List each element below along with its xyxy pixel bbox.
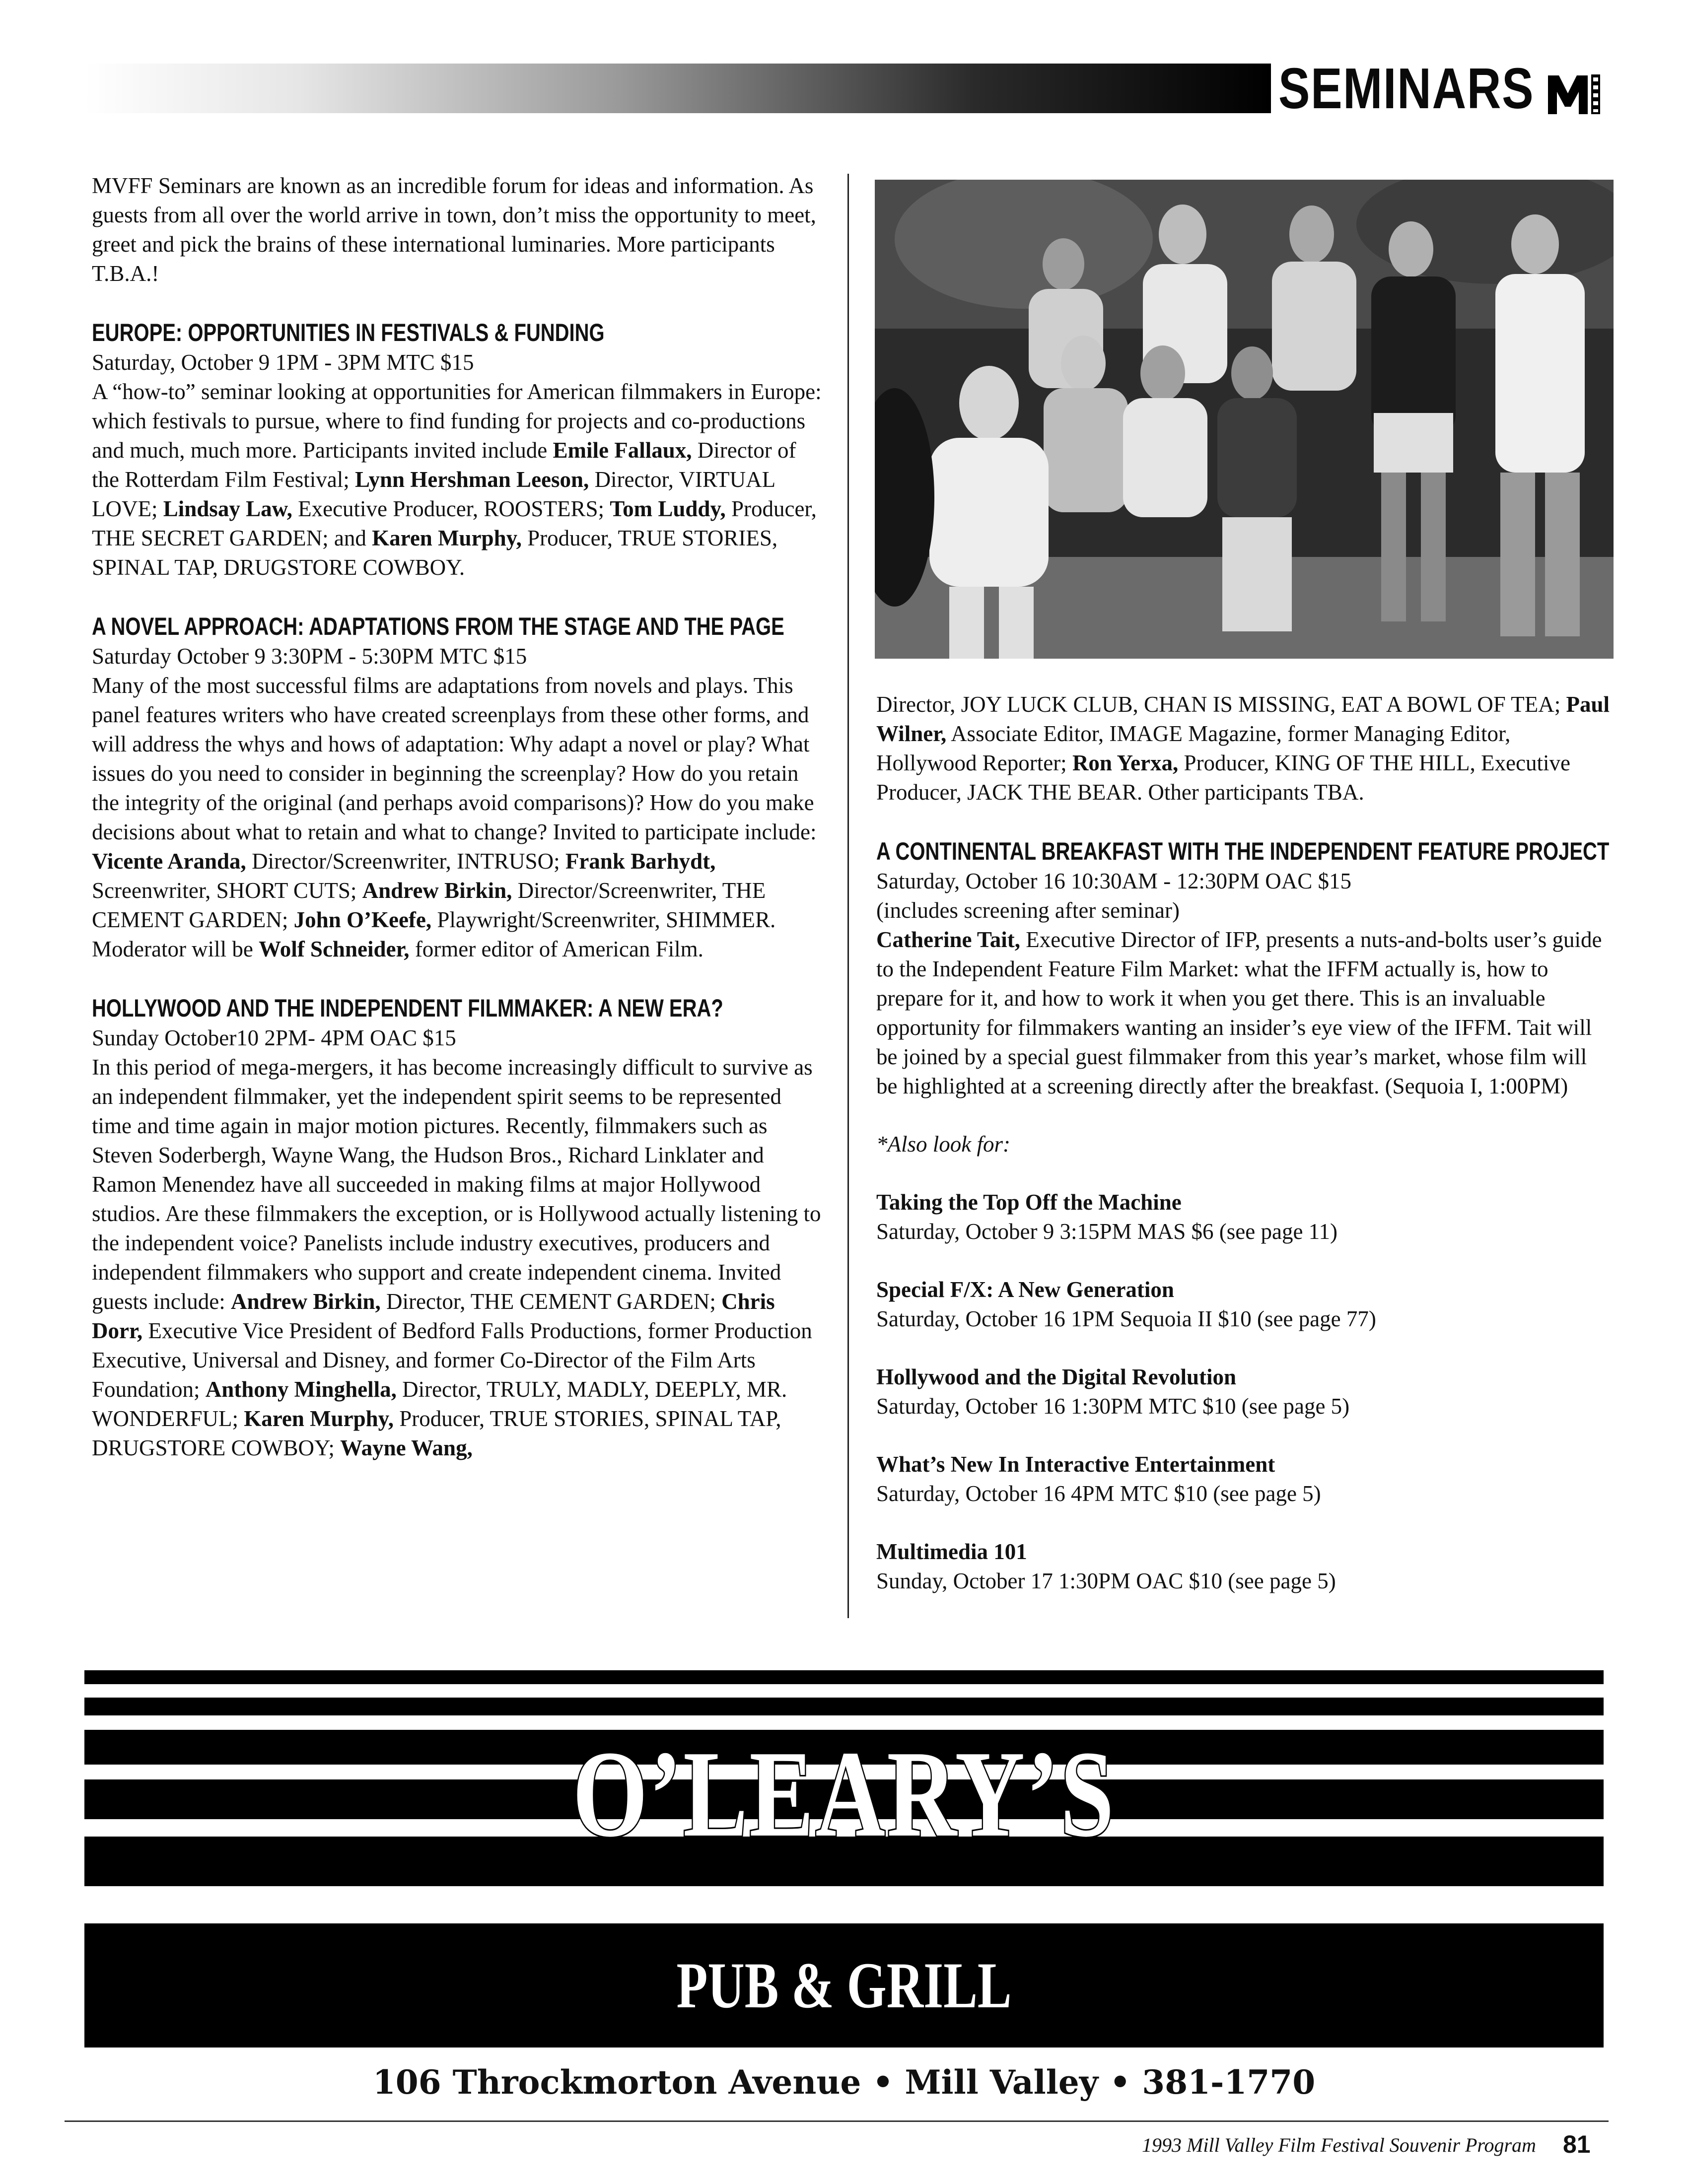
ad-stripe <box>84 1698 1604 1715</box>
also-item-title: What’s New In Interactive Entertainment <box>876 1452 1275 1477</box>
text-run: Associate Editor, IMAGE Magazine, former Managing Editor, Hollywood Reporter; <box>876 721 1511 775</box>
page-number: 81 <box>1563 2130 1591 2158</box>
text-run: In this period of mega-mergers, it has become increasingly difficult to survive as an independent filmmaker, yet the independent spirit seems to be represented time and time again in major motion pictures. Recently, filmmakers such as Steven Soderbergh, Wayne Wang, the Hudson Bros., Richard Linklater and Ramon Menendez have all succeeded in making films at major Hollywood studios. Are these filmmakers the exception, or is Hollywood actually listening to the independent voice? Panelists include industry executives, producers and independent filmmakers who support and create independent cinema. Invited guests include: <box>92 1055 821 1314</box>
ad-business-name: O’LEARY’S <box>572 1725 1116 1863</box>
participant-name: Catherine Tait, <box>876 927 1021 952</box>
seminar-continental-breakfast <box>876 836 1611 1101</box>
participant-name: Karen Murphy, <box>244 1406 394 1431</box>
seminar-description <box>92 377 827 582</box>
text-run: Producer, KING OF THE HILL, Executive Producer, JACK THE BEAR. Other participants TBA. <box>876 751 1570 805</box>
left-column <box>92 171 827 1492</box>
seminar-europe <box>92 317 827 582</box>
participant-name: Lindsay Law, <box>163 496 292 521</box>
seminar-title: A CONTINENTAL BREAKFAST WITH THE INDEPENDENT FEATURE PROJECT <box>876 837 1610 865</box>
participant-name: John O’Keefe, <box>293 907 432 932</box>
seminar-note: (includes screening after seminar) <box>876 898 1180 923</box>
participant-name: Wolf Schneider, <box>259 937 410 961</box>
festival-logo-icon <box>1544 69 1604 119</box>
seminar-details: Sunday October10 2PM- 4PM OAC $15 <box>92 1025 456 1050</box>
footer-publication: 1993 Mill Valley Film Festival Souvenir Program <box>1142 2134 1536 2156</box>
oleary-pub-ad <box>84 1670 1604 2048</box>
participant-name: Tom Luddy, <box>610 496 726 521</box>
also-item <box>876 1188 1611 1246</box>
seminar-details: Saturday, October 16 10:30AM - 12:30PM OAC $15 <box>876 869 1352 893</box>
section-title: SEMINARS <box>1278 56 1535 121</box>
also-item-title: Special F/X: A New Generation <box>876 1277 1174 1302</box>
text-run: Producer, THE SECRET GARDEN; and <box>92 496 817 550</box>
seminar-title: A NOVEL APPROACH: ADAPTATIONS FROM THE STAGE AND THE PAGE <box>92 613 784 640</box>
ad-address: 106 Throckmorton Avenue • Mill Valley • 381-1770 <box>372 2063 1316 2102</box>
seminar-details: Saturday October 9 3:30PM - 5:30PM MTC $15 <box>92 644 527 669</box>
text-run: Director/Screenwriter, INTRUSO; <box>246 849 565 874</box>
also-item-details: Saturday, October 16 1PM Sequoia II $10 (see page 77) <box>876 1306 1376 1331</box>
participant-name: Lynn Hershman Leeson, <box>354 467 589 492</box>
text-run: former editor of American Film. <box>409 937 703 961</box>
seminar-description <box>92 671 827 964</box>
participant-name: Andrew Birkin, <box>230 1289 381 1314</box>
text-run: Director/Screenwriter, THE CEMENT GARDEN; <box>92 878 766 932</box>
participant-name: Andrew Birkin, <box>362 878 512 903</box>
text-run: Director, THE CEMENT GARDEN; <box>380 1289 722 1314</box>
also-item-title: Multimedia 101 <box>876 1539 1027 1564</box>
text-run: Director of the Rotterdam Film Festival; <box>92 438 796 492</box>
text-run: Producer, TRUE STORIES, SPINAL TAP, DRUGSTORE COWBOY; <box>92 1406 781 1460</box>
text-run: Director, VIRTUAL LOVE; <box>92 467 775 521</box>
seminar-details: Saturday, October 9 1PM - 3PM MTC $15 <box>92 350 474 375</box>
also-item <box>876 1275 1611 1334</box>
text-run: Director, TRULY, MADLY, DEEPLY, MR. WONDERFUL; <box>92 1377 787 1431</box>
participant-name: Emile Fallaux, <box>553 438 692 463</box>
seminar-novel-approach <box>92 611 827 964</box>
seminar-description <box>92 1053 827 1463</box>
seminar-title: HOLLYWOOD AND THE INDEPENDENT FILMMAKER: A NEW ERA? <box>92 994 723 1022</box>
text-run: Screenwriter, SHORT CUTS; <box>92 878 362 903</box>
participant-name: Ron Yerxa, <box>1072 751 1179 775</box>
seminar-title: EUROPE: OPPORTUNITIES IN FESTIVALS & FUNDING <box>92 319 605 346</box>
participant-name: Vicente Aranda, <box>92 849 246 874</box>
ad-business-subtitle: PUB & GRILL <box>676 1949 1012 2022</box>
text-run: Executive Producer, ROOSTERS; <box>292 496 610 521</box>
crowd-photo-illustration <box>875 180 1614 659</box>
footer-rule <box>65 2120 1609 2122</box>
also-item-details: Saturday, October 16 4PM MTC $10 (see page 5) <box>876 1481 1321 1506</box>
seminar-photo <box>875 180 1614 659</box>
text-run: Executive Vice President of Bedford Falls Productions, former Production Executive, Universal and Disney, and former Co-Director of the Film Arts Foundation; <box>92 1318 812 1402</box>
continuation-paragraph <box>876 690 1611 807</box>
text-run: Playwright/Screenwriter, SHIMMER. Moderator will be <box>92 907 776 961</box>
participant-name: Chris Dorr, <box>92 1289 775 1343</box>
text-run: Executive Director of IFP, presents a nuts-and-bolts user’s guide to the Independent Feature Film Market: what the IFFM actually is, how to prepare for it, and how to work it when you get there. This is an invaluable opportunity for filmmakers wanting an insider’s eye view of the IFFM. Tait will be joined by a special guest filmmaker from this year’s market, whose film will be highlighted at a screening directly after the breakfast. (Sequoia I, 1:00PM) <box>876 927 1602 1098</box>
right-column <box>876 690 1611 1625</box>
also-item-details: Saturday, October 9 3:15PM MAS $6 (see page 11) <box>876 1219 1338 1244</box>
also-item-title: Taking the Top Off the Machine <box>876 1190 1182 1215</box>
text-run: Director, JOY LUCK CLUB, CHAN IS MISSING, EAT A BOWL OF TEA; <box>876 692 1566 717</box>
participant-name: Anthony Minghella, <box>205 1377 397 1402</box>
also-item <box>876 1363 1611 1421</box>
header-gradient-bar <box>84 64 1271 113</box>
text-run: A “how-to” seminar looking at opportunities for American filmmakers in Europe: which festivals to pursue, where to find funding for projects and co-productions and much, much more. Participants invited include <box>92 379 822 463</box>
text-run: Many of the most successful films are adaptations from novels and plays. This panel features writers who have created screenplays from these other forms, and will address the whys and hows of adaptation: Why adapt a novel or play? What issues do you need to consider in beginning the screenplay? How do you retain the integrity of the original (and perhaps avoid comparisons)? How do you make decisions about what to retain and what to change? Invited to participate include: <box>92 673 817 844</box>
text-run: Producer, TRUE STORIES, SPINAL TAP, DRUGSTORE COWBOY. <box>92 526 778 580</box>
participant-name: Wayne Wang, <box>340 1435 473 1460</box>
participant-name: Karen Murphy, <box>372 526 522 550</box>
also-item <box>876 1537 1611 1596</box>
participant-name: Frank Barhydt, <box>565 849 716 874</box>
also-item-title: Hollywood and the Digital Revolution <box>876 1365 1237 1389</box>
also-item-details: Sunday, October 17 1:30PM OAC $10 (see page 5) <box>876 1569 1336 1593</box>
also-look-for-heading: *Also look for: <box>876 1132 1010 1157</box>
also-item <box>876 1450 1611 1508</box>
also-item-details: Saturday, October 16 1:30PM MTC $10 (see page 5) <box>876 1394 1350 1419</box>
ad-stripe <box>84 1670 1604 1684</box>
intro-paragraph: MVFF Seminars are known as an incredible forum for ideas and information. As guests from all over the world arrive in town, don’t miss the opportunity to meet, greet and pick the brains of these international luminaries. More participants T.B.A.! <box>92 173 816 286</box>
seminar-hollywood-independent <box>92 993 827 1463</box>
column-divider <box>847 174 849 1618</box>
participant-name: Paul Wilner, <box>876 692 1610 746</box>
seminar-description <box>876 925 1611 1101</box>
